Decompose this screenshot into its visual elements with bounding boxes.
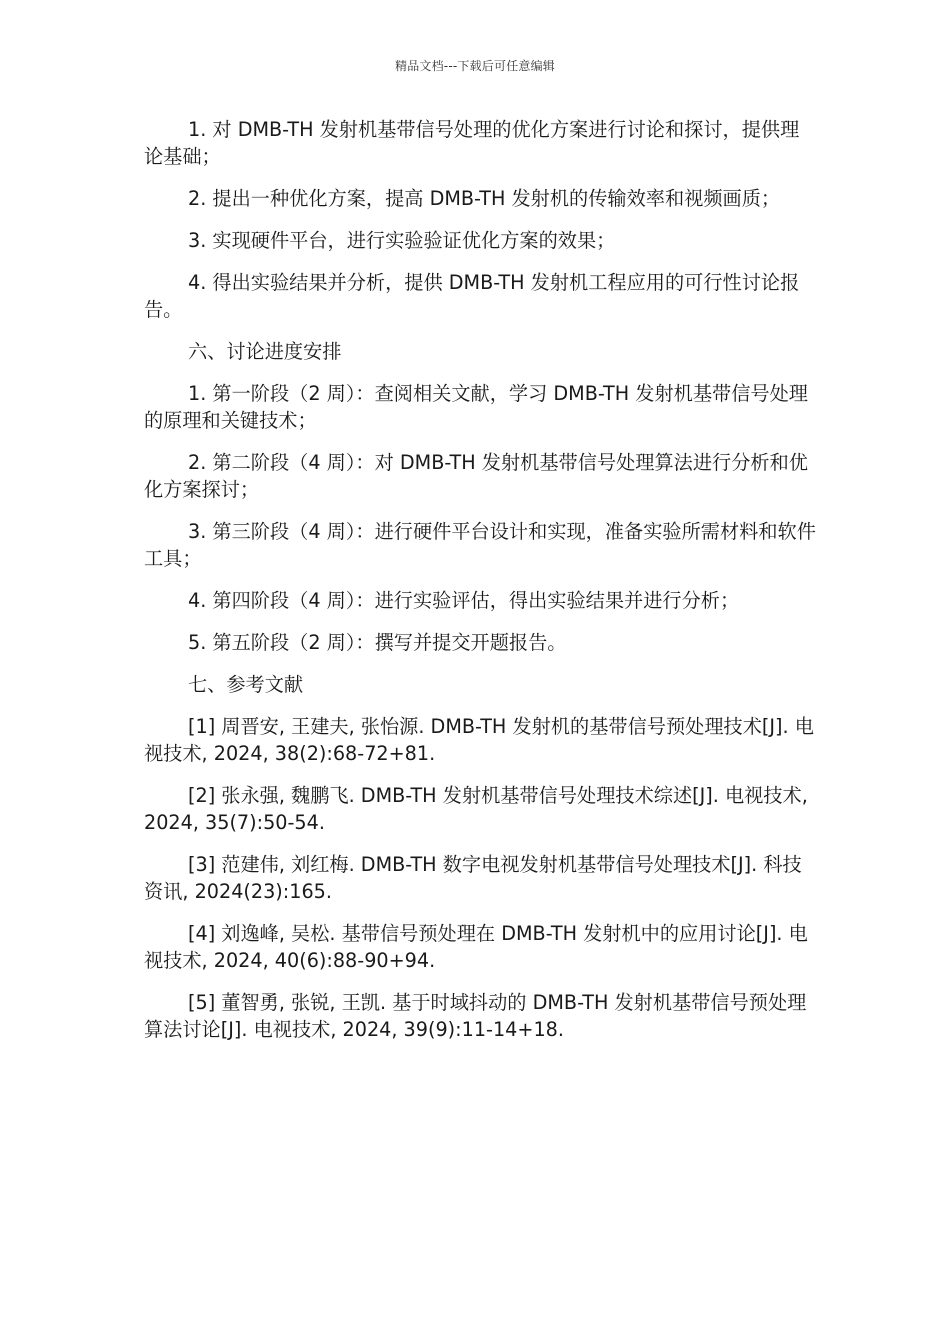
document-body [144, 116, 816, 1058]
reference-item-5: [5] 董智勇, 张锐, 王凯. 基于时域抖动的 DMB-TH 发射机基带信号预处理算法讨论[J]. 电视技术, 2024, 39(9):11-14+18. [144, 991, 807, 1041]
objective-item-2: 2. 提出一种优化方案，提高 DMB-TH 发射机的传输效率和视频画质； [188, 187, 781, 210]
reference-item-3: [3] 范建伟, 刘红梅. DMB-TH 数字电视发射机基带信号处理技术[J]. 科技资讯, 2024(23):165. [144, 853, 802, 903]
schedule-item-3: 3. 第三阶段（4 周）：进行硬件平台设计和实现，准备实验所需材料和软件工具； [144, 520, 816, 570]
objective-item-4: 4. 得出实验结果并分析，提供 DMB-TH 发射机工程应用的可行性讨论报告。 [144, 271, 800, 321]
reference-item-2: [2] 张永强, 魏鹏飞. DMB-TH 发射机基带信号处理技术综述[J]. 电视技术, 2024, 35(7):50-54. [144, 784, 808, 834]
objective-item-3: 3. 实现硬件平台，进行实验验证优化方案的效果； [188, 229, 616, 252]
page-header: 精品文档---下载后可任意编辑 [395, 59, 555, 73]
reference-item-1: [1] 周晋安, 王建夫, 张怡源. DMB-TH 发射机的基带信号预处理技术[J]. 电视技术, 2024, 38(2):68-72+81. [144, 715, 814, 765]
objective-item-1: 1. 对 DMB-TH 发射机基带信号处理的优化方案进行讨论和探讨，提供理论基础； [144, 118, 800, 168]
section-heading-references: 七、参考文献 [188, 673, 304, 696]
reference-item-4: [4] 刘逸峰, 吴松. 基带信号预处理在 DMB-TH 发射机中的应用讨论[J]. 电视技术, 2024, 40(6):88-90+94. [144, 922, 808, 972]
schedule-item-4: 4. 第四阶段（4 周）：进行实验评估，得出实验结果并进行分析； [188, 589, 740, 612]
schedule-item-5: 5. 第五阶段（2 周）：撰写并提交开题报告。 [188, 631, 567, 654]
section-heading-schedule: 六、讨论进度安排 [188, 340, 342, 363]
schedule-item-1: 1. 第一阶段（2 周）：查阅相关文献，学习 DMB-TH 发射机基带信号处理的原理和关键技术； [144, 382, 808, 432]
schedule-item-2: 2. 第二阶段（4 周）：对 DMB-TH 发射机基带信号处理算法进行分析和优化方案探讨； [144, 451, 808, 501]
